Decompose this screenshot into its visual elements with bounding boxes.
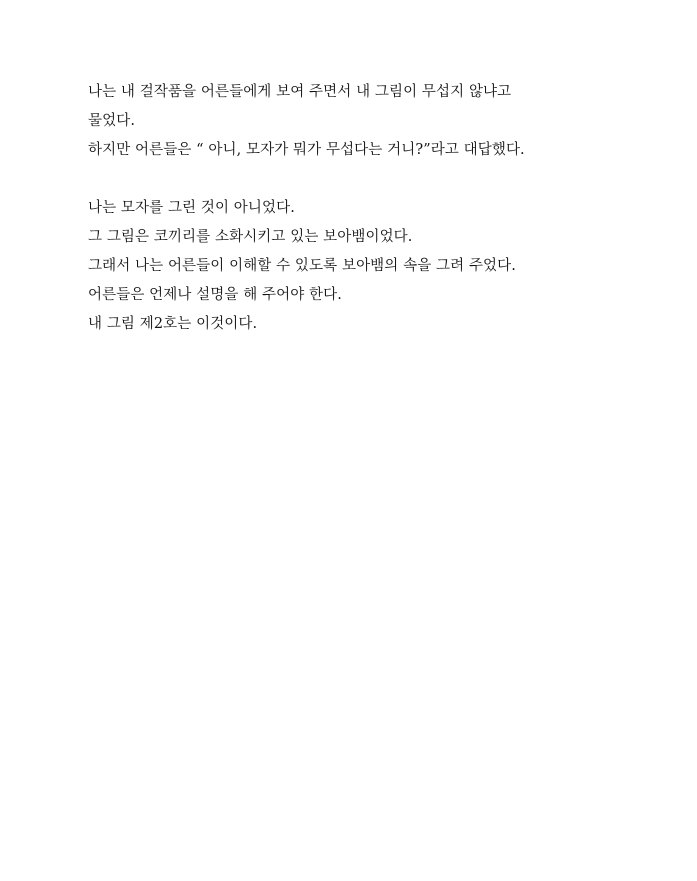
text-line: 나는 모자를 그린 것이 아니었다.	[88, 200, 295, 216]
text-line: 하지만 어른들은 “ 아니, 모자가 뭐가 무섭다는 거니?”라고 대답했다.	[88, 142, 525, 158]
document-text-body	[88, 78, 618, 339]
paragraph-1	[88, 78, 618, 165]
text-line: 어른들은 언제나 설명을 해 주어야 한다.	[88, 287, 342, 303]
text-line: 물었다.	[88, 113, 136, 129]
paragraph-spacer	[88, 165, 618, 194]
text-line: 그래서 나는 어른들이 이해할 수 있도록 보아뱀의 속을 그려 주었다.	[88, 258, 516, 274]
text-line: 내 그림 제2호는 이것이다.	[88, 316, 258, 332]
text-line: 나는 내 걸작품을 어른들에게 보여 주면서 내 그림이 무섭지 않냐고	[88, 84, 512, 100]
text-line: 그 그림은 코끼리를 소화시키고 있는 보아뱀이었다.	[88, 229, 413, 245]
paragraph-2	[88, 194, 618, 339]
